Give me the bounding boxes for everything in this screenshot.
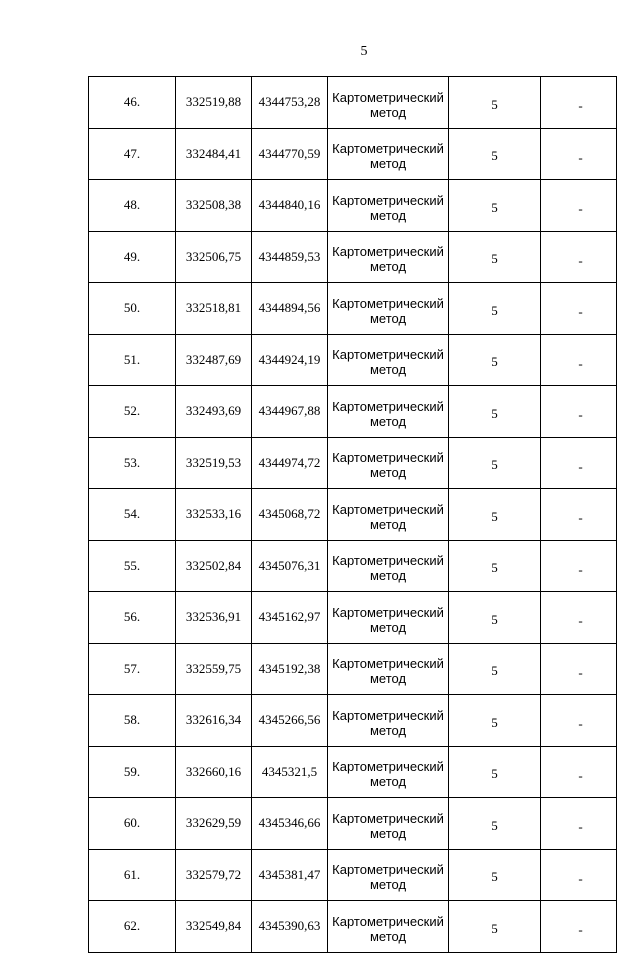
method-line-2: метод <box>369 207 407 223</box>
note-cell <box>541 798 617 850</box>
accuracy-cell: 5 <box>449 592 541 644</box>
method-cell <box>328 283 449 335</box>
x-coordinate-cell: 332616,34 <box>176 695 252 747</box>
table-row <box>89 540 617 592</box>
method-line-1: Картометрический <box>332 501 444 517</box>
accuracy-cell: 5 <box>449 540 541 592</box>
method-line-2: метод <box>369 722 407 738</box>
method-cell <box>328 386 449 438</box>
method-cell <box>328 231 449 283</box>
table-row <box>89 695 617 747</box>
note-value: - <box>578 870 583 886</box>
point-number-cell: 47. <box>89 128 176 180</box>
method-line-1: Картометрический <box>332 398 444 414</box>
point-number-cell: 48. <box>89 180 176 232</box>
method-cell <box>328 643 449 695</box>
x-coordinate-cell: 332506,75 <box>176 231 252 283</box>
method-cell <box>328 540 449 592</box>
method-cell <box>328 77 449 129</box>
table-row <box>89 746 617 798</box>
method-line-2: метод <box>369 362 407 378</box>
y-coordinate-cell: 4344859,53 <box>252 231 328 283</box>
method-line-2: метод <box>369 310 407 326</box>
x-coordinate-cell: 332549,84 <box>176 901 252 953</box>
y-coordinate-cell: 4345321,5 <box>252 746 328 798</box>
method-line-1: Картометрический <box>332 244 444 260</box>
note-cell <box>541 77 617 129</box>
note-value: - <box>578 98 583 114</box>
method-line-1: Картометрический <box>332 913 444 929</box>
method-line-1: Картометрический <box>332 295 444 311</box>
y-coordinate-cell: 4345068,72 <box>252 489 328 541</box>
table-row <box>89 901 617 953</box>
y-coordinate-cell: 4345381,47 <box>252 849 328 901</box>
method-line-2: метод <box>369 259 407 275</box>
note-value: - <box>578 149 583 165</box>
y-coordinate-cell: 4344974,72 <box>252 437 328 489</box>
accuracy-cell: 5 <box>449 283 541 335</box>
note-cell <box>541 283 617 335</box>
accuracy-cell: 5 <box>449 643 541 695</box>
table-row <box>89 849 617 901</box>
x-coordinate-cell: 332536,91 <box>176 592 252 644</box>
x-coordinate-cell: 332502,84 <box>176 540 252 592</box>
method-cell <box>328 592 449 644</box>
accuracy-cell: 5 <box>449 901 541 953</box>
point-number-cell: 55. <box>89 540 176 592</box>
note-cell <box>541 849 617 901</box>
method-line-1: Картометрический <box>332 759 444 775</box>
method-line-2: метод <box>369 156 407 172</box>
note-cell <box>541 180 617 232</box>
accuracy-cell: 5 <box>449 489 541 541</box>
point-number-cell: 58. <box>89 695 176 747</box>
note-value: - <box>578 355 583 371</box>
note-cell <box>541 746 617 798</box>
x-coordinate-cell: 332519,88 <box>176 77 252 129</box>
method-line-2: метод <box>369 516 407 532</box>
note-value: - <box>578 458 583 474</box>
method-line-2: метод <box>369 928 407 944</box>
y-coordinate-cell: 4344753,28 <box>252 77 328 129</box>
table-row <box>89 128 617 180</box>
note-value: - <box>578 613 583 629</box>
note-value: - <box>578 922 583 938</box>
x-coordinate-cell: 332660,16 <box>176 746 252 798</box>
method-line-1: Картометрический <box>332 347 444 363</box>
point-number-cell: 49. <box>89 231 176 283</box>
x-coordinate-cell: 332487,69 <box>176 334 252 386</box>
table-row <box>89 231 617 283</box>
point-number-cell: 60. <box>89 798 176 850</box>
accuracy-cell: 5 <box>449 334 541 386</box>
method-line-2: метод <box>369 671 407 687</box>
method-line-2: метод <box>369 877 407 893</box>
note-cell <box>541 437 617 489</box>
y-coordinate-cell: 4345192,38 <box>252 643 328 695</box>
note-value: - <box>578 407 583 423</box>
method-line-2: метод <box>369 774 407 790</box>
method-line-1: Картометрический <box>332 141 444 157</box>
point-number-cell: 62. <box>89 901 176 953</box>
accuracy-cell: 5 <box>449 849 541 901</box>
method-line-2: метод <box>369 619 407 635</box>
y-coordinate-cell: 4344770,59 <box>252 128 328 180</box>
method-cell <box>328 746 449 798</box>
method-line-2: метод <box>369 104 407 120</box>
note-value: - <box>578 561 583 577</box>
accuracy-cell: 5 <box>449 180 541 232</box>
x-coordinate-cell: 332493,69 <box>176 386 252 438</box>
note-value: - <box>578 819 583 835</box>
accuracy-cell: 5 <box>449 77 541 129</box>
x-coordinate-cell: 332629,59 <box>176 798 252 850</box>
note-cell <box>541 643 617 695</box>
note-cell <box>541 128 617 180</box>
note-cell <box>541 386 617 438</box>
y-coordinate-cell: 4344840,16 <box>252 180 328 232</box>
note-cell <box>541 231 617 283</box>
table-row <box>89 334 617 386</box>
note-cell <box>541 489 617 541</box>
y-coordinate-cell: 4345266,56 <box>252 695 328 747</box>
point-number-cell: 57. <box>89 643 176 695</box>
table-row <box>89 77 617 129</box>
accuracy-cell: 5 <box>449 798 541 850</box>
method-cell <box>328 128 449 180</box>
method-line-1: Картометрический <box>332 656 444 672</box>
method-line-2: метод <box>369 413 407 429</box>
coordinates-table-body <box>89 77 617 953</box>
x-coordinate-cell: 332518,81 <box>176 283 252 335</box>
note-cell <box>541 334 617 386</box>
y-coordinate-cell: 4344894,56 <box>252 283 328 335</box>
note-value: - <box>578 252 583 268</box>
table-row <box>89 386 617 438</box>
x-coordinate-cell: 332519,53 <box>176 437 252 489</box>
y-coordinate-cell: 4345346,66 <box>252 798 328 850</box>
x-coordinate-cell: 332484,41 <box>176 128 252 180</box>
y-coordinate-cell: 4345162,97 <box>252 592 328 644</box>
coordinates-table <box>88 76 617 953</box>
page-number: 5 <box>360 44 368 59</box>
method-cell <box>328 334 449 386</box>
accuracy-cell: 5 <box>449 128 541 180</box>
method-line-2: метод <box>369 825 407 841</box>
method-line-2: метод <box>369 465 407 481</box>
y-coordinate-cell: 4344967,88 <box>252 386 328 438</box>
x-coordinate-cell: 332559,75 <box>176 643 252 695</box>
method-line-1: Картометрический <box>332 553 444 569</box>
x-coordinate-cell: 332579,72 <box>176 849 252 901</box>
y-coordinate-cell: 4345076,31 <box>252 540 328 592</box>
table-row <box>89 798 617 850</box>
accuracy-cell: 5 <box>449 437 541 489</box>
y-coordinate-cell: 4344924,19 <box>252 334 328 386</box>
method-line-1: Картометрический <box>332 810 444 826</box>
note-value: - <box>578 664 583 680</box>
method-line-2: метод <box>369 568 407 584</box>
x-coordinate-cell: 332508,38 <box>176 180 252 232</box>
method-line-1: Картометрический <box>332 450 444 466</box>
point-number-cell: 56. <box>89 592 176 644</box>
note-cell <box>541 695 617 747</box>
accuracy-cell: 5 <box>449 746 541 798</box>
note-cell <box>541 901 617 953</box>
note-value: - <box>578 767 583 783</box>
x-coordinate-cell: 332533,16 <box>176 489 252 541</box>
accuracy-cell: 5 <box>449 231 541 283</box>
point-number-cell: 59. <box>89 746 176 798</box>
accuracy-cell: 5 <box>449 386 541 438</box>
note-cell <box>541 540 617 592</box>
method-cell <box>328 489 449 541</box>
point-number-cell: 51. <box>89 334 176 386</box>
note-value: - <box>578 716 583 732</box>
method-cell <box>328 437 449 489</box>
method-line-1: Картометрический <box>332 707 444 723</box>
method-cell <box>328 695 449 747</box>
note-cell <box>541 592 617 644</box>
note-value: - <box>578 201 583 217</box>
point-number-cell: 61. <box>89 849 176 901</box>
method-cell <box>328 180 449 232</box>
point-number-cell: 53. <box>89 437 176 489</box>
table-row <box>89 643 617 695</box>
method-cell <box>328 849 449 901</box>
table-row <box>89 437 617 489</box>
table-row <box>89 489 617 541</box>
method-line-1: Картометрический <box>332 862 444 878</box>
method-cell <box>328 798 449 850</box>
note-value: - <box>578 304 583 320</box>
method-line-1: Картометрический <box>332 192 444 208</box>
method-cell <box>328 901 449 953</box>
y-coordinate-cell: 4345390,63 <box>252 901 328 953</box>
method-line-1: Картометрический <box>332 604 444 620</box>
table-row <box>89 283 617 335</box>
table-row <box>89 180 617 232</box>
accuracy-cell: 5 <box>449 695 541 747</box>
point-number-cell: 54. <box>89 489 176 541</box>
point-number-cell: 46. <box>89 77 176 129</box>
table-row <box>89 592 617 644</box>
method-line-1: Картометрический <box>332 89 444 105</box>
point-number-cell: 50. <box>89 283 176 335</box>
point-number-cell: 52. <box>89 386 176 438</box>
note-value: - <box>578 510 583 526</box>
